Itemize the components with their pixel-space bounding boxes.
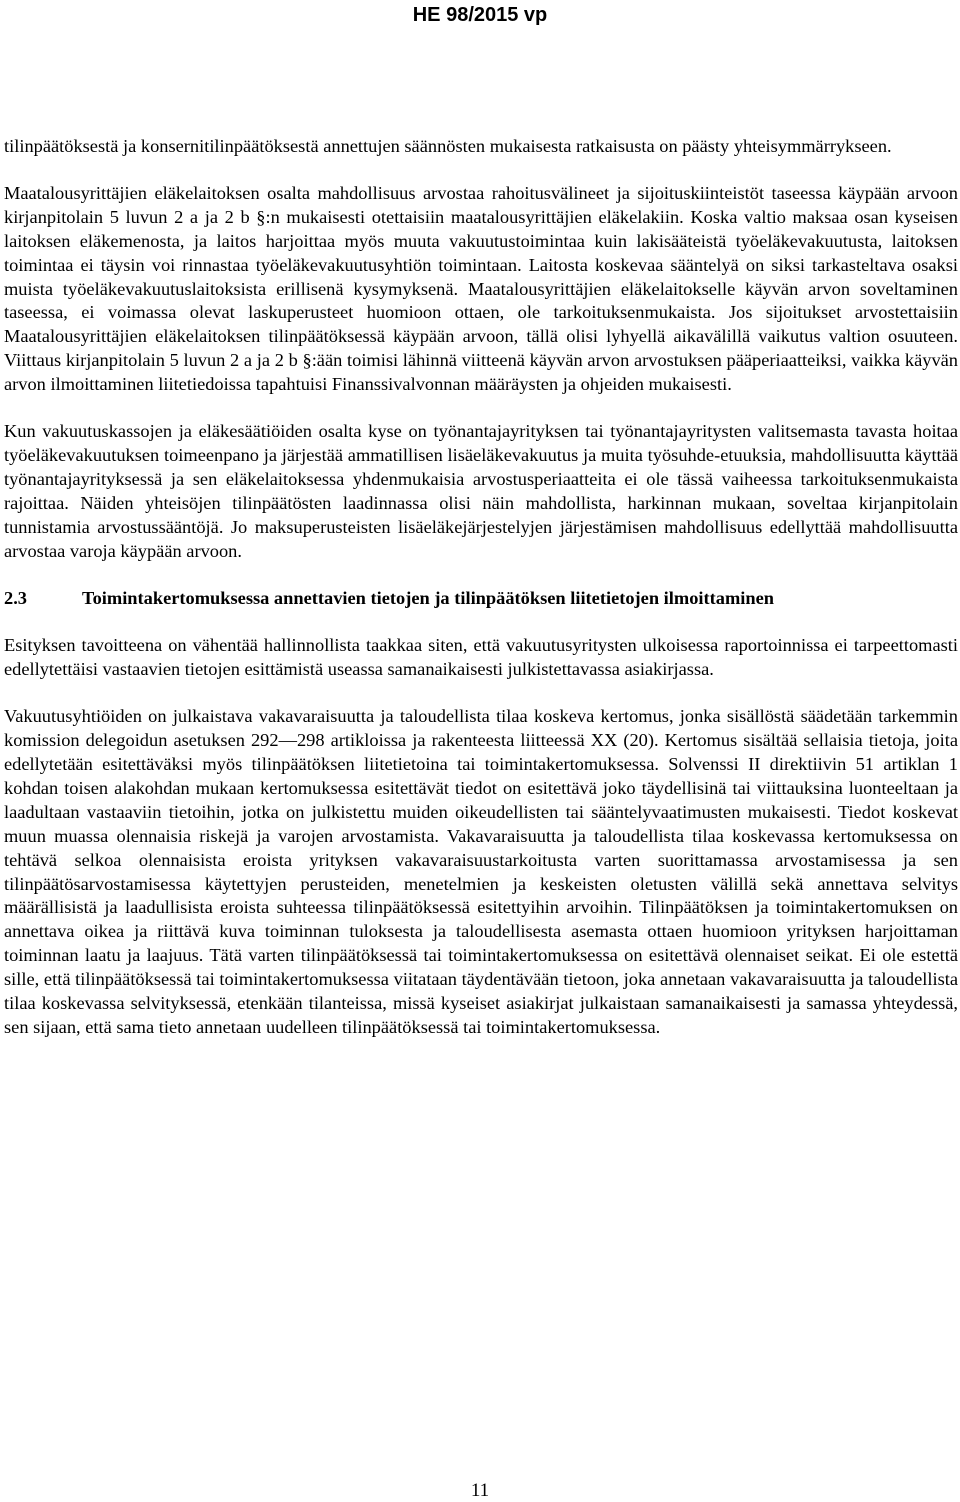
document-header: HE 98/2015 vp — [412, 4, 548, 26]
paragraph: Vakuutusyhtiöiden on julkaistava vakavaraisuutta ja taloudellista tilaa koskeva kertomus, jonka sisällöstä säädetään tarkemmin komission delegoidun asetuksen 292—298 artikloissa ja rakenteesta liitteessä XX (20). Kertomus sisältää sellaisia tietoja, joita edellytetään esitettäväksi myös tilinpäätöksen liitetietoina tai toimintakertomuksessa. Solvenssi II direktiivin 51 artiklan 1 kohdan toisen alakohdan mukaan kertomuksessa esitettävät tiedot on esitettävä joko täydellisinä tai viittauksina luonteeltaan ja laadultaan vastaaviin tietoihin, jotka on julkistettu muiden oikeudellisten tai sääntelyvaatimusten mukaisesti. Tiedot koskevat muun muassa olennaisia riskejä ja varojen arvostamista. Vakavaraisuutta ja taloudellista tilaa koskevassa kertomuksessa on tehtävä selkoa olennaisista eroista yrityksen vakavaraisuustarkoitusta varten suorittamassa arvostamisessa ja sen tilinpäätösarvostamisessa käytettyjen perusteiden, menetelmien ja keskeisten oletusten välillä sekä annettava selvitys määrällisistä ja laadullisista eroista suhteessa tilinpäätöksessä esitettyihin arvoihin. Tilinpäätöksen ja toimintakertomuksen on annettava oikea ja riittävä kuva toiminnan tuloksesta ja taloudellisesta asemasta ottaen huomioon yrityksen harjoittaman toiminnan laatu ja laajuus. Tätä varten tilinpäätöksessä tai toimintakertomuksessa on esitettävä olennaiset seikat. Ei ole estettä sille, että tilinpäätöksessä tai toimintakertomuksessa viitataan täydentävään tietoon, joka annetaan vakavaraisuutta ja taloudellista tilaa koskevassa selvityksessä, etenkään tilanteissa, missä kyseiset asiakirjat julkaistaan samanaikaisesti ja samassa yhteydessä, sen sijaan, että sama tieto annetaan uudelleen tilinpäätöksessä tai toimintakertomuksessa. — [4, 706, 958, 1037]
page-number: 11 — [470, 1480, 490, 1501]
paragraph: Esityksen tavoitteena on vähentää hallinnollista taakkaa siten, että vakuutusyritysten ulkoisessa raportoinnissa ei tarpeettomasti edellytettäisi vastaavien tietojen esittämistä useassa samanaikaisesti julkistettavassa asiakirjassa. — [4, 635, 958, 680]
paragraph: tilinpäätöksestä ja konsernitilinpäätöksestä annettujen säännösten mukaisesta ratkaisusta on päästy yhteisymmärrykseen. — [4, 136, 892, 156]
paragraph: Maatalousyrittäjien eläkelaitoksen osalta mahdollisuus arvostaa rahoitusvälineet ja sijoituskiinteistöt taseessa käypään arvoon kirjanpitolain 5 luvun 2 a ja 2 b §:n mukaisesti otettaisiin maatalousyrittäjien eläkelakiin. Koska valtio maksaa osan kyseisen laitoksen eläkemenosta, ja laitos harjoittaa myös muuta vakuutustoimintaa kuin lakisääteistä työeläkevakuutusta, laitoksen toimintaa ei täysin voi rinnastaa työeläkevakuutusyhtiön toimintaan. Laitosta koskevaa sääntelyä on siksi tarkasteltava osaksi muista työeläkevakuutuslaitoksista erillisenä kysymyksenä. Maatalousyrittäjien eläkelaitokselle käyvän arvon soveltaminen taseessa, ei voimassa olevat laskuperusteet huomioon ottaen, ole tarkoituksenmukaista. Jos sijoitukset arvostettaisiin Maatalousyrittäjien eläkelaitoksen tilinpäätöksessä käypään arvoon, tällä olisi lyhyellä aikavälillä vaikutus valtion osuuteen. Viittaus kirjanpitolain 5 luvun 2 a ja 2 b §:ään toimisi lähinnä viitteenä käyvän arvon arvostuksen pääperiaatteiksi, vaikka käyvän arvon ilmoittaminen liitetiedoissa tapahtuisi Finanssivalvonnan määräysten ja ohjeiden mukaisesti. — [4, 182, 958, 395]
section-title: Toimintakertomuksessa annettavien tietojen ja tilinpäätöksen liitetietojen ilmoittaminen — [82, 587, 775, 608]
document-body — [4, 135, 958, 1063]
section-number: 2.3 — [4, 587, 27, 608]
paragraph: Kun vakuutuskassojen ja eläkesäätiöiden osalta kyse on työnantajayrityksen tai työnantajayritysten valitsemasta tavasta hoitaa työeläkevakuutuksen toimeenpano ja järjestää ammatillisen lisäeläkevakuutus ja muita työsuhde-etuuksia, mahdollisuutta käyttää työnantajayrityksessä ja sen eläkelaitoksessa yhdenmukaisia arvostusperiaatteita ei ole tässä vaiheessa tarkoituksenmukaista rajoittaa. Näiden yhteisöjen tilinpäätösten laadinnassa olisi näin mahdollista, harkinnan mukaan, soveltaa kirjanpitolain tunnistamia arvostussääntöjä. Jo maksuperusteisten lisäeläkejärjestelyjen järjestämisen mahdollisuus edellyttää mahdollisuutta arvostaa varoja käypään arvoon. — [4, 421, 958, 561]
section-heading — [4, 587, 958, 611]
